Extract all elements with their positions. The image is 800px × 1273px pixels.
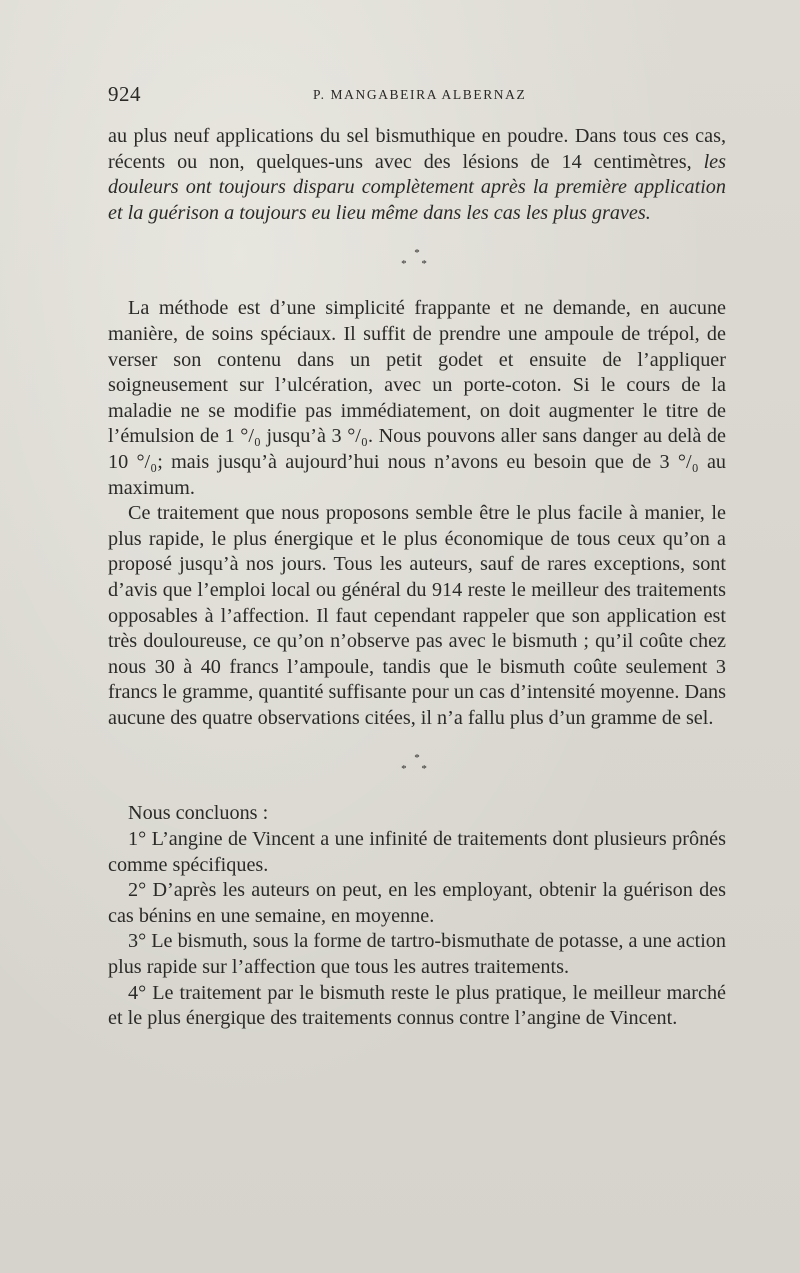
page-number: 924 — [108, 82, 141, 106]
page-header — [108, 82, 728, 108]
separator-star-top: * — [414, 247, 420, 260]
conclusion-item: 4° Le traitement par le bismuth reste le plus pratique, le meilleur marché et le plus énergique des traitements connus contre l’angine de Vincent. — [108, 981, 726, 1030]
paragraph-treatment: Ce traitement que nous proposons semble être le plus facile à manier, le plus rapide, le plus énergique et le plus économique de tous ceux qu’on a proposé jusqu’à nos jours. Tous les auteurs, sauf de rares exceptions, sont d’avis que l’emploi local ou général du 914 reste le meilleur des traitements opposables à l’affection. Il faut cependant rappeler que son application est très douloureuse, ce qu’on n’observe pas avec le bismuth ; qu’il coûte chez nous 30 à 40 francs l’ampoule, tandis que le bismuth coûte seulement 3 francs le gramme, quantité suffisante pour un cas d’intensité moyenne. Dans aucune des quatre observations citées, il n’a fallu plus d’un gramme de sel. — [108, 502, 726, 729]
conclusion-item: 1° L’angine de Vincent a une infinité de traitements dont plusieurs prônés comme spécifiques. — [108, 828, 726, 876]
conclusion-item: 3° Le bismuth, sous la forme de tartro-bismuthate de potasse, a une action plus rapide sur l’affection que tous les autres traitements. — [108, 930, 726, 979]
conclusions-heading: Nous concluons : — [128, 802, 269, 825]
separator-star-bottom: * * — [401, 258, 433, 271]
section-separator-2 — [108, 753, 726, 775]
paragraph-italic-text: les douleurs ont toujours disparu complètement après la première application et la guérison a toujours eu lieu même dans les cas les plus graves. — [108, 150, 726, 224]
paragraph-text: au plus neuf applications du sel bismuthique en poudre. Dans tous ces cas, récents ou non, quelques-uns avec des lésions de 14 centimètres, — [108, 125, 726, 173]
paragraph-continuation — [108, 124, 726, 226]
page-body — [108, 124, 726, 1032]
running-head: P. MANGABEIRA ALBERNAZ — [313, 87, 527, 102]
section-separator — [108, 248, 726, 270]
conclusion-item: 2° D’après les auteurs on peut, en les employant, obtenir la guérison des cas bénins en une semaine, en moyenne. — [108, 879, 726, 927]
paragraph-method: La méthode est d’une simplicité frappante et ne demande, en aucune manière, de soins spéciaux. Il suffit de prendre une ampoule de trépol, de verser son contenu dans un petit godet et ensuite de l’appliquer soigneusement sur l’ulcération, avec un porte-coton. Si le cours de la maladie ne se modifie pas immédiatement, on doit augmenter le titre de l’émulsion de 1 °/₀ jusqu’à 3 °/₀. Nous pouvons aller sans danger au delà de 10 °/₀; mais jusqu’à aujourd’hui nous n’avons eu besoin que de 3 °/₀ au maximum. — [108, 297, 726, 499]
separator-star-top: * — [414, 752, 420, 765]
separator-star-bottom: * * — [401, 763, 433, 776]
